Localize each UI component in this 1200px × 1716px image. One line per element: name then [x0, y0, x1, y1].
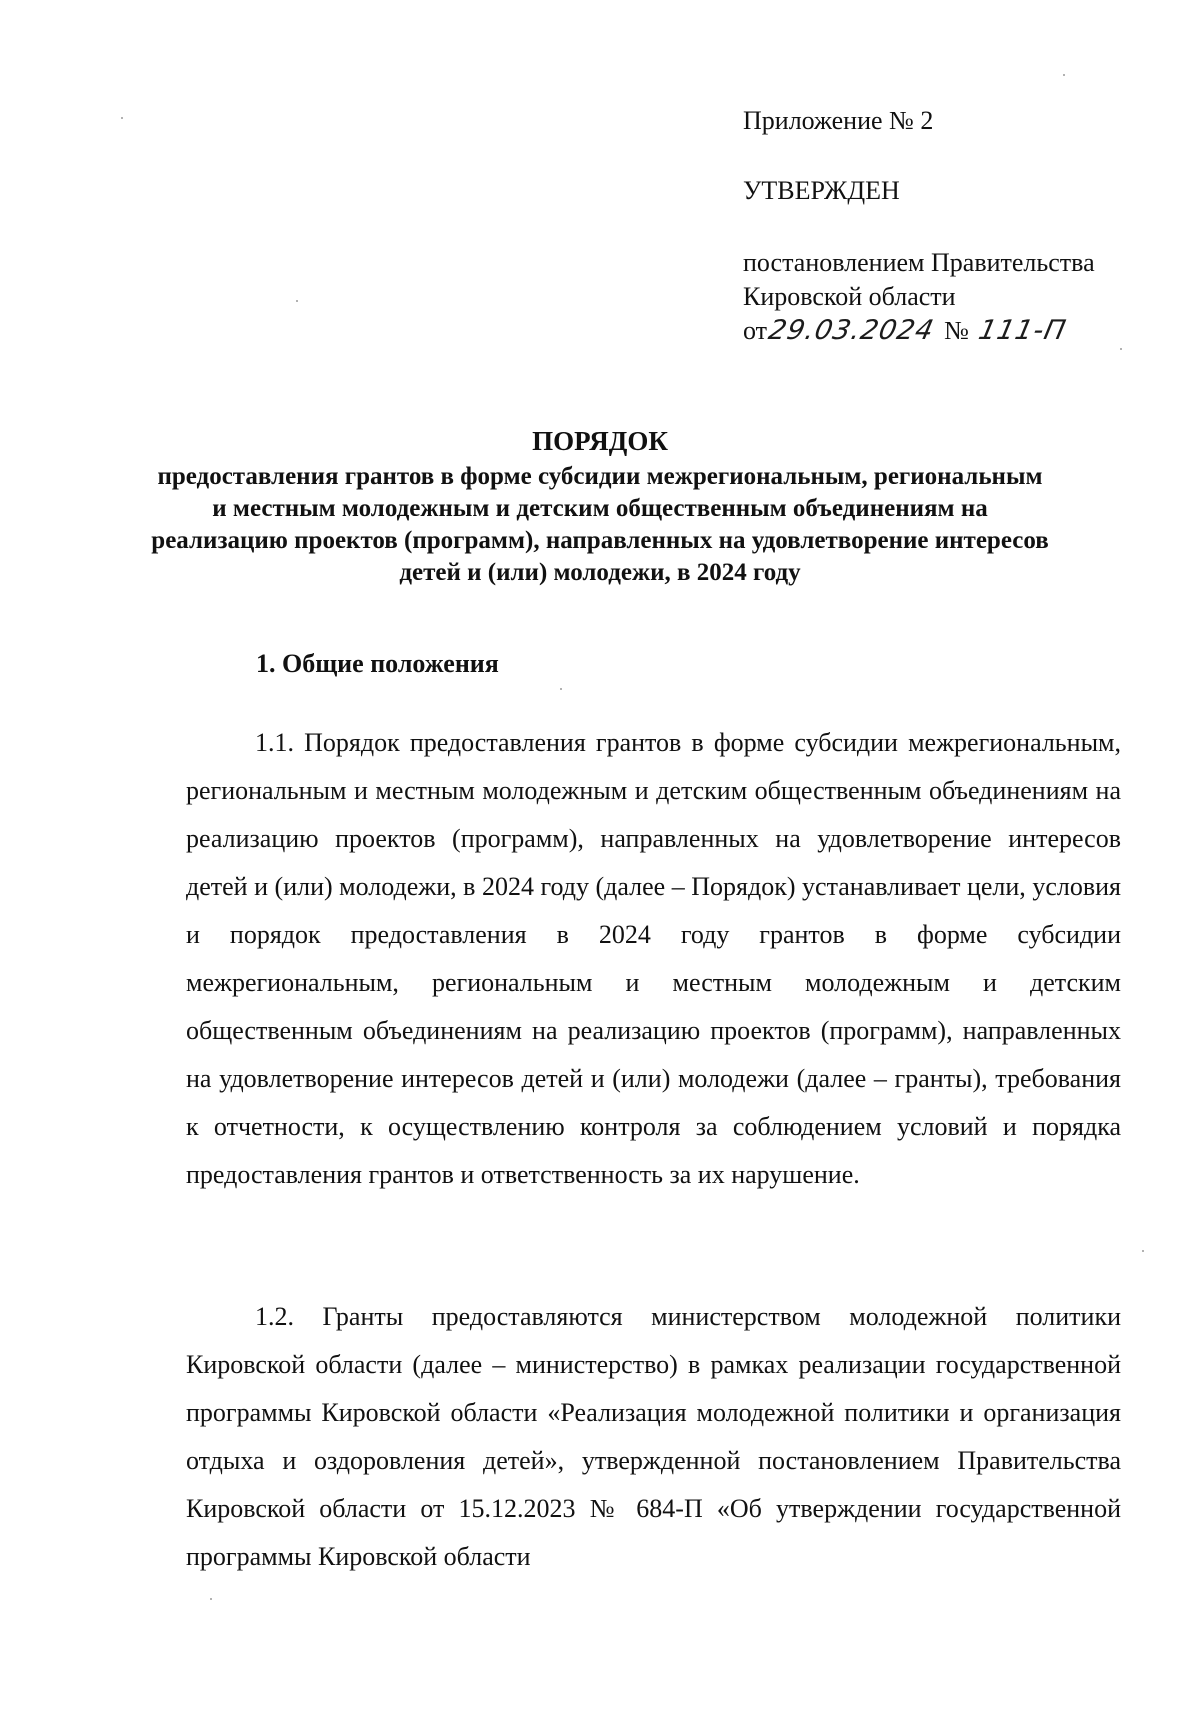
document-subtitle: предоставления грантов в форме субсидии межрегиональным, региональным и местным молодежным и детским общественным объединениям на реализацию проектов (программ), направленных на удовлетворение интересов детей и (или) молодежи, в 2024 году: [151, 463, 1049, 586]
approved-label: УТВЕРЖДЕН: [743, 176, 900, 205]
resolution-line-2: Кировской области: [743, 282, 956, 311]
document-title-block: [150, 424, 1050, 589]
scan-speck: [1142, 1250, 1144, 1252]
paragraph-1-1: 1.1. Порядок предоставления грантов в форме субсидии межрегиональным, региональным и местным молодежным и детским общественным объединениям на реализацию проектов (программ), направленных на удовлетворение интересов детей и (или) молодежи, в 2024 году (далее – Порядок) устанавливает цели, условия и порядок предоставления в 2024 году грантов в форме субсидии межрегиональным, региональным и местным молодежным и детским общественным объединениям на реализацию проектов (программ), направленных на удовлетворение интересов детей и (или) молодежи (далее – гранты), требования к отчетности, к осуществлению контроля за соблюдением условий и порядка предоставления грантов и ответственность за их нарушение.: [186, 728, 1121, 1189]
resolution-line-1: постановлением Правительства: [743, 248, 1095, 277]
scan-speck: [1120, 348, 1122, 350]
scan-speck: [1063, 74, 1065, 76]
scan-speck: [210, 1598, 212, 1600]
section-heading: 1. Общие положения: [256, 649, 499, 678]
scan-speck: [296, 300, 298, 302]
paragraph-1-2: 1.2. Гранты предоставляются министерством молодежной политики Кировской области (далее – министерство) в рамках реализации государственной программы Кировской области «Реализация молодежной политики и организация отдыха и оздоровления детей», утвержденной постановлением Правительства Кировской области от 15.12.2023 № 684-П «Об утверждении государственной программы Кировской области: [186, 1302, 1121, 1571]
number-sign: №: [944, 316, 969, 345]
document-title: ПОРЯДОК: [532, 426, 668, 456]
resolution-date-line: [743, 314, 1095, 348]
resolution-block: [743, 246, 1095, 348]
scan-speck: [560, 688, 562, 690]
appendix-label: Приложение № 2: [743, 106, 934, 135]
scan-speck: [121, 117, 123, 119]
date-prefix: от: [743, 316, 768, 345]
handwritten-date: 29.03.2024: [765, 315, 938, 346]
handwritten-number: 111-П: [975, 315, 1069, 346]
